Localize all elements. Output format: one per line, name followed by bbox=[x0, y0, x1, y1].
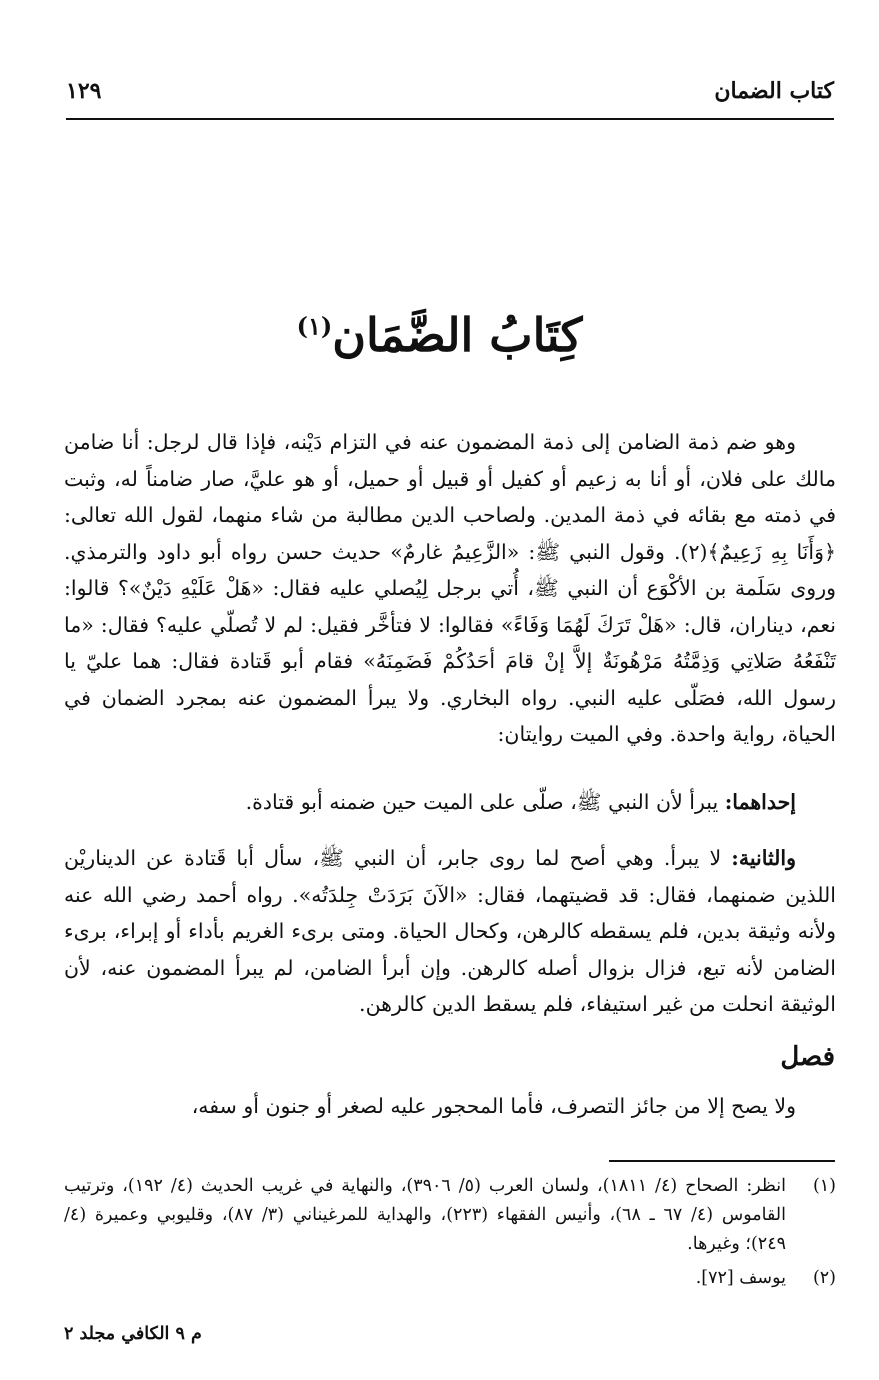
section-heading: فصل bbox=[780, 1042, 835, 1072]
body-paragraph-4 bbox=[64, 1088, 836, 1125]
paragraph-label-second: والثانية: bbox=[731, 846, 796, 870]
footnote bbox=[64, 1172, 836, 1259]
chapter-footnote-ref: (١) bbox=[296, 311, 333, 341]
footnote-text: يوسف [٧٢]. bbox=[695, 1268, 786, 1288]
paragraph-text: لا يبرأ. وهي أصح لما روى جابر، أن النبي ﷺ، سأل أبا قَتادة عن الديناريْن اللذين ضمنهما، فقال: قد قضيتهما، فقال: «الآنَ بَرَدَتْ جِلدَتُه». رواه أحمد رضي الله عنه ولأنه وثيقة بدين، فلم يسقطه كالرهن، وكحال الحياة. ومتى برىء الغريم بأداء أو إبراء، برىء الضامن لأنه تبع، فزال بزوال أصله كالرهن. وإن أبرأ الضامن، لم يبرأ المضمون عنه، لأن الوثيقة انحلت من غير استيفاء، فلم يسقط الدين كالرهن. bbox=[64, 846, 836, 1016]
body-paragraph-1 bbox=[64, 424, 836, 753]
page-number: ١٢٩ bbox=[66, 78, 102, 104]
paragraph-text: ولا يصح إلا من جائز التصرف، فأما المحجور عليه لصغر أو جنون أو سفه، bbox=[191, 1094, 796, 1118]
body-paragraph-3 bbox=[64, 840, 836, 1023]
footnote-rule bbox=[609, 1160, 835, 1162]
chapter-title-text: كِتَابُ الضَّمَان bbox=[332, 308, 583, 362]
footnotes bbox=[64, 1172, 836, 1298]
footnote-number: (١) bbox=[812, 1176, 836, 1196]
chapter-title bbox=[0, 300, 879, 370]
footnote-number: (٢) bbox=[812, 1268, 836, 1288]
running-header bbox=[66, 78, 834, 112]
running-header-title: كتاب الضمان bbox=[714, 78, 834, 104]
footnote-text: انظر: الصحاح (٤/ ١٨١١)، ولسان العرب (٥/ ٣٩٠٦)، والنهاية في غريب الحديث (٤/ ١٩٢)، وترتيب القاموس (٤/ ٦٧ ـ ٦٨)، وأنيس الفقهاء (٢٢٣)، والهداية للمرغيناني (٣/ ٨٧)، وقليوبي وعميرة (٤/ ٢٤٩)؛ وغيرها. bbox=[64, 1176, 787, 1254]
paragraph-text: وهو ضم ذمة الضامن إلى ذمة المضمون عنه في التزام دَيْنه، فإذا قال لرجل: أنا ضامن مالك على فلان، أو أنا به زعيم أو كفيل أو قبيل أو حميل، أو هو عليَّ، صار ضامناً له، وثبت في ذمته مع بقائه في ذمة المدين. ولصاحب الدين مطالبة من شاء منهما، لقول الله تعالى: ﴿وَأَنَا بِهِ زَعِيمٌ﴾(٢). وقول النبي ﷺ: «الزَّعِيمُ غارمٌ» حديث حسن رواه أبو داود والترمذي. وروى سَلَمة بن الأكْوَع أن النبي ﷺ، أُتي برجل لِيُصلي عليه فقال: «هَلْ عَلَيْهِ دَيْنٌ»؟ قالوا: نعم، ديناران، قال: «هَلْ تَرَكَ لَهُمَا وَفَاءً» فقالوا: لا فتأخَّر فقيل: لم لا تُصلّي عليه؟ فقال: «ما تَنْفَعُهُ صَلاتِي وَذِمَّتُهُ مَرْهُونَةٌ إلاَّ إنْ قامَ أحَدُكُمْ فَضَمِنَهُ» فقام أبو قَتادة فقال: هما عليّ يا رسول الله، فصَلّى عليه النبي. رواه البخاري. ولا يبرأ المضمون عنه بمجرد الضمان في الحياة، رواية واحدة. وفي الميت روايتان: bbox=[64, 430, 836, 746]
header-rule bbox=[66, 118, 834, 120]
printer-signature: م ٩ الكافي مجلد ٢ bbox=[64, 1324, 202, 1344]
paragraph-label-first: إحداهما: bbox=[724, 790, 796, 814]
paragraph-text: يبرأ لأن النبي ﷺ، صلّى على الميت حين ضمنه أبو قتادة. bbox=[245, 790, 725, 814]
footnote bbox=[64, 1264, 836, 1293]
body-paragraph-2 bbox=[64, 784, 836, 821]
